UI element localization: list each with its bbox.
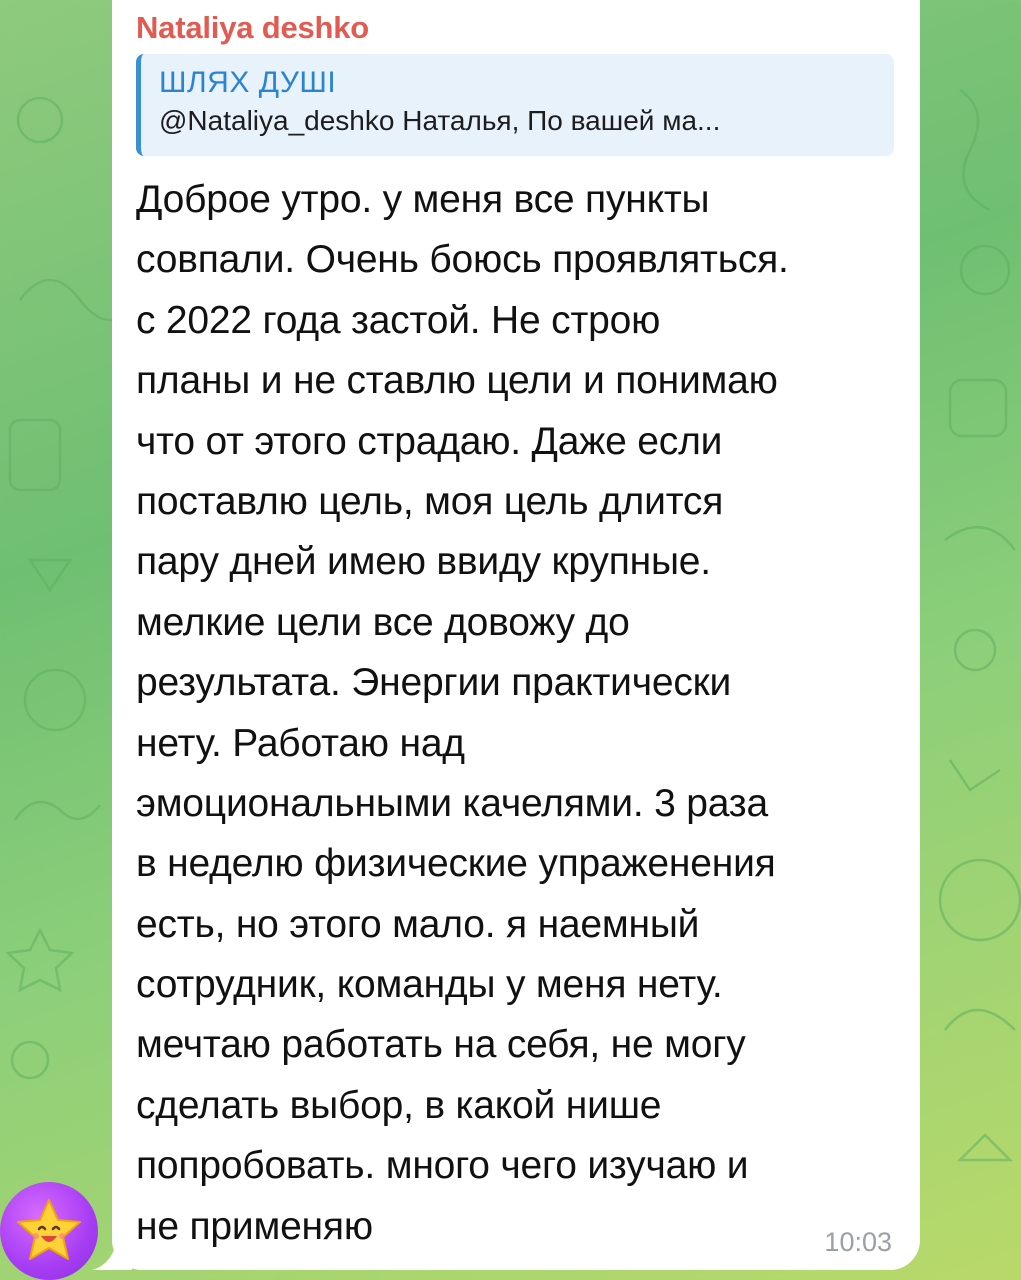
message-line: совпали. Очень боюсь проявляться.: [136, 238, 789, 282]
message-bubble[interactable]: [112, 0, 920, 1270]
message-time: 10:03: [824, 1227, 892, 1257]
reply-preview[interactable]: [136, 54, 894, 156]
message-line: мечтаю работать на себя, не могу: [136, 1023, 746, 1067]
message-line: Доброе утро. у меня все пункты: [136, 178, 710, 221]
message-line: что от этого страдаю. Даже если: [136, 419, 723, 463]
message-line: с 2022 года застой. Не строю: [136, 298, 661, 342]
message-line: нету. Работаю над: [136, 721, 465, 765]
message-line: попробовать. много чего изучаю и: [136, 1144, 749, 1188]
message-line: результата. Энергии практически: [136, 661, 732, 705]
message-line: сотрудник, команды у меня нету.: [136, 963, 723, 1007]
message-line: эмоциональными качелями. 3 раза: [136, 781, 768, 825]
reply-text: @Nataliya_deshko Наталья, По вашей ма...: [159, 105, 721, 136]
message-line: есть, но этого мало. я наемный: [136, 902, 700, 946]
message-line: пару дней имею ввиду крупные.: [136, 540, 711, 584]
message-line: в неделю физические упраженения: [136, 842, 776, 886]
sender-avatar[interactable]: [0, 1182, 98, 1280]
message-line: сделать выбор, в какой нише: [136, 1083, 662, 1127]
message-line: поставлю цель, моя цель длится: [136, 479, 724, 523]
message-line: планы и не ставлю цели и понимаю: [136, 359, 778, 403]
reply-title: ШЛЯХ ДУШІ: [159, 66, 337, 99]
message-line: не применяю: [136, 1204, 373, 1248]
sender-name[interactable]: Nataliya deshko: [136, 10, 370, 45]
star-face-icon: [14, 1196, 84, 1266]
message-text: [136, 170, 894, 1257]
message-line: мелкие цели все довожу до: [136, 600, 630, 644]
